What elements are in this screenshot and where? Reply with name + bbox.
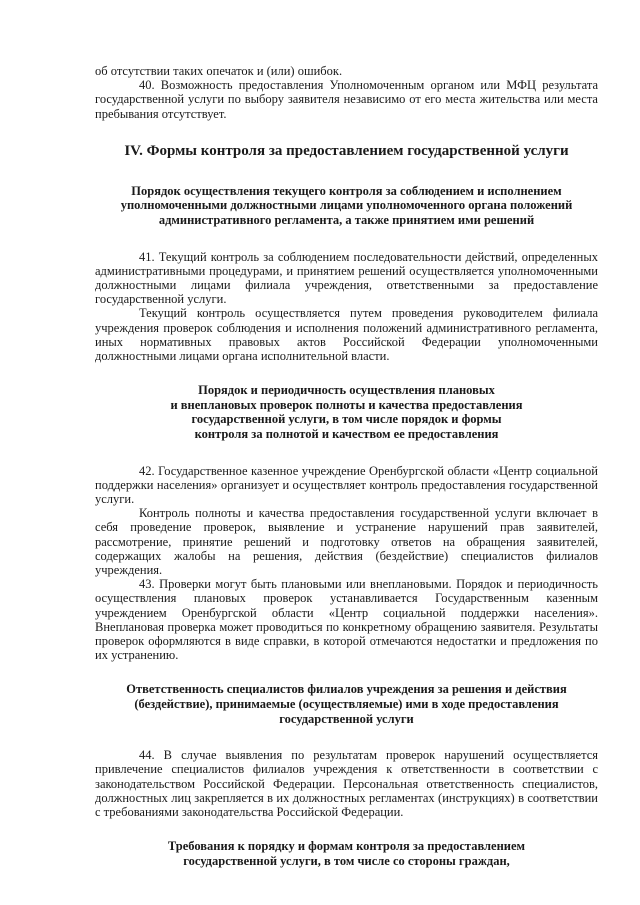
paragraph-43: 43. Проверки могут быть плановыми или внеплановыми. Порядок и периодичность осуществления плановых проверок устанавливается Государственным казенным учреждением Оренбургской области «Центр социальной поддержки населения». Внеплановая проверка может проводиться по конкретному обращению заявителя. Результаты проверок оформляются в виде справки, в которой отмечаются недостатки и предложения по их устранению. [95,577,598,663]
subheading-line: государственной услуги, в том числе со стороны граждан, [183,853,510,868]
section-title: IV. Формы контроля за предоставлением государственной услуги [124,142,569,159]
subheading-requirements [95,839,598,868]
paragraph-42: 42. Государственное казенное учреждение Оренбургской области «Центр социальной поддержки населения» организует и осуществляет контроль предоставления государственной услуги. [95,463,598,506]
subheading-line: Порядок и периодичность осуществления плановых [198,383,495,398]
subheading-line: контроля за полнотой и качеством ее предоставления [194,427,499,441]
subheading-line: уполномоченными должностными лицами уполномоченного органа положений [120,198,573,213]
subheading-line: государственной услуги [279,711,414,726]
paragraph-41-continued: Текущий контроль осуществляется путем проведения руководителем филиала учреждения проверок соблюдения и исполнения положений административного регламента, иных нормативных правовых актов Российской Федерации уполномоченными должностными лицами органа исполнительной власти. [95,306,598,364]
subheading-line: Ответственность специалистов филиалов учреждения за решения и действия [126,682,567,697]
subheading-line: административного регламента, а также принятием ими решений [158,213,535,227]
subheading-line: (бездействие), принимаемые (осуществляемые) ими в ходе предоставления [134,697,559,712]
subheading-current-control [95,184,598,228]
subheading-inspections [95,383,598,441]
paragraph-continuation: об отсутствии таких опечаток и (или) ошибок. [95,64,343,78]
subheading-responsibility [95,682,598,726]
subheading-line: и внеплановых проверок полноты и качества предоставления [170,397,523,412]
subheading-line: Требования к порядку и формам контроля за предоставлением [167,839,526,854]
paragraph-40: 40. Возможность предоставления Уполномоченным органом или МФЦ результата государственной услуги по выбору заявителя независимо от его места жительства или места пребывания отсутствует. [95,78,598,121]
paragraph-42-continued: Контроль полноты и качества предоставления государственной услуги включает в себя проведение проверок, выявление и устранение нарушений прав заявителей, рассмотрение, принятие решений и подготовку ответов на обращения заявителей, содержащих жалобы на решения, действия (бездействие) специалистов филиалов учреждения. [95,506,598,578]
paragraph-44: 44. В случае выявления по результатам проверок нарушений осуществляется привлечение специалистов филиалов учреждения к ответственности в соответствии с законодательством Российской Федерации. Персональная ответственность специалистов, должностных лиц закрепляется в их должностных регламентах (инструкциях) в соответствии с требованиями законодательства Российской Федерации. [95,748,598,820]
subheading-line: Порядок осуществления текущего контроля за соблюдением и исполнением [131,183,562,198]
paragraph-41: 41. Текущий контроль за соблюдением последовательности действий, определенных административными процедурами, и принятием решений осуществляется уполномоченными должностными лицами филиала учреждения, ответственными за предоставление государственной услуги. [95,249,598,307]
subheading-line: государственной услуги, в том числе порядок и формы [191,412,502,427]
